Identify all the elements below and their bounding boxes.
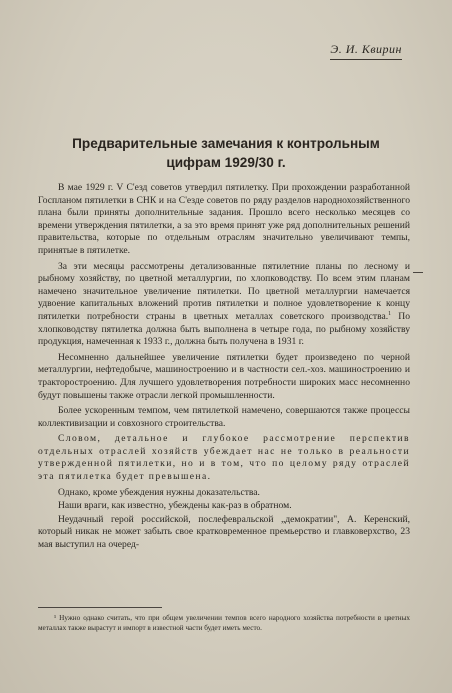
article-title bbox=[40, 134, 412, 172]
paragraph-8: Неудачный герой российской, послефевральской „демократии", А. Керенский, который никак не может забыть свое кратковременное премьерство и главковерхство, 23 мая выступил на очеред- bbox=[38, 513, 410, 551]
title-line-1: Предварительные замечания к контрольным bbox=[72, 136, 380, 151]
footnote-divider bbox=[38, 607, 162, 608]
paragraph-4: Более ускоренным темпом, чем пятилеткой намечено, совершаются также процессы коллективизации и совхозного строительства. bbox=[38, 405, 410, 429]
paragraph-1: В мае 1929 г. V С'езд советов утвердил пятилетку. При прохождении разработанной Госпланом пятилетки в СНК и на С'езде советов по ряду разделов народнохозяйственного плана были приняты дополнительные задания. Прошло всего несколько месяцев со времени утверждения пятилетки, а за это время принят уже ряд дополнительных решений правительства, которые по отдельным отраслям значительно увеличивают темпы, принятые в пятилетке. bbox=[38, 182, 410, 256]
paragraph-5-emphasis: Словом, детальное и глубокое рассмотрение перспектив отдельных отраслей хозяйств убеждает нас не только в реальности утвержденной пятилетки, но и в том, что по целому ряду отраслей эта пятилетка будет превышена. bbox=[38, 433, 410, 483]
paragraph-7: Наши враги, как известно, убеждены как-раз в обратном. bbox=[58, 500, 292, 512]
paragraph-6: Однако, кроме убеждения нужны доказательства. bbox=[58, 486, 260, 498]
author-name: Э. И. Квирин bbox=[330, 42, 402, 60]
footnote bbox=[38, 613, 410, 633]
title-line-2: цифрам 1929/30 г. bbox=[166, 155, 286, 170]
paragraph-2-text-b: По хлопководству пятилетка должна быть выполнена в четыре года, по рыбному хозяйству продукция, намеченная к 1933 г., должна быть получена в 1931 г. bbox=[38, 310, 410, 348]
article-body bbox=[38, 182, 410, 555]
paragraph-3: Несомненно дальнейшее увеличение пятилетки будет произведено по черной металлургии, нефтедобыче, машиностроению и в частности сел.-хоз. машиностроению и тракторостроению. Для лучшего удовлетворения потребности широких масс несомненно будут повышены также отрасли легкой промышленности. bbox=[38, 351, 410, 401]
footnote-text: ¹ Нужно однако считать, что при общем увеличении темпов всего народного хозяйства потребности в цветных металлах также вырастут и импорт в известной части будет иметь место. bbox=[38, 614, 410, 632]
paragraph-2-text-a: За эти месяцы рассмотрены детализованные пятилетние планы по лесному и рыбному хозяйству, по цветной металлургии, по хлопководству. По всем этим планам намечено значительное увеличение пятилетки. По цветной металлургии намечается удвоение капитальных вложений против пятилетки и полное удовлетворение к концу пятилетки потребности страны в цветных металлах советского производства. bbox=[38, 260, 410, 322]
paragraph-2 bbox=[38, 261, 410, 349]
margin-pencil-mark bbox=[413, 272, 423, 273]
author-block bbox=[272, 38, 402, 60]
footnote-reference: 1 bbox=[388, 310, 392, 317]
